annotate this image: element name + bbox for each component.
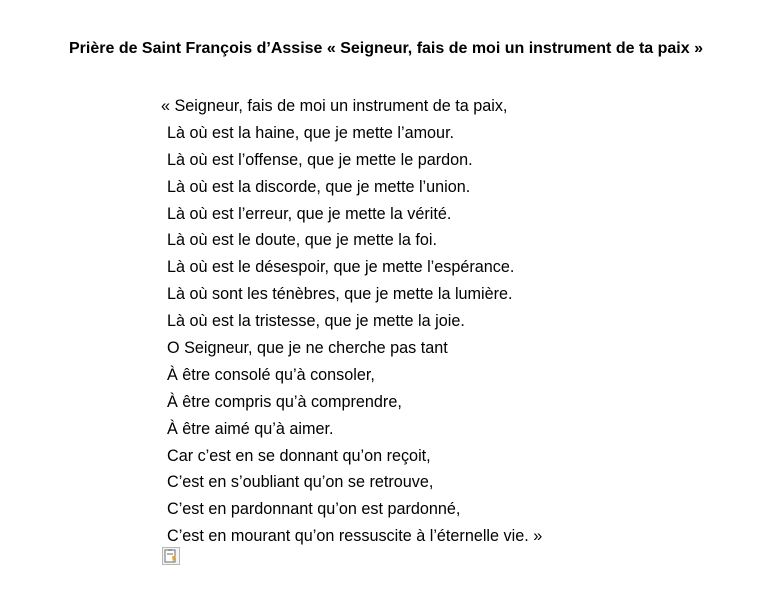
poem-line: Là où sont les ténèbres, que je mette la lumière.: [167, 285, 513, 304]
poem-line: « Seigneur, fais de moi un instrument de ta paix,: [161, 97, 508, 115]
poem-line: C’est en s’oubliant qu’on se retrouve,: [167, 473, 434, 492]
poem-line: Là où est le doute, que je mette la foi.: [167, 231, 437, 250]
poem-line: O Seigneur, que je ne cherche pas tant: [167, 339, 448, 358]
poem-line: Là où est le désespoir, que je mette l’espérance.: [167, 258, 515, 277]
paste-options-button[interactable]: [162, 547, 180, 565]
poem-line: Car c’est en se donnant qu’on reçoit,: [167, 446, 431, 465]
poem-line: Là où est l’offense, que je mette le pardon.: [167, 150, 473, 169]
paste-options-icon: [163, 548, 179, 564]
poem-line: Là où est l’erreur, que je mette la vérité.: [167, 204, 452, 223]
poem-line: Là où est la tristesse, que je mette la joie.: [167, 312, 465, 331]
poem-line: À être compris qu’à comprendre,: [167, 392, 402, 411]
page-title: Prière de Saint François d’Assise « Seigneur, fais de moi un instrument de ta paix »: [69, 40, 703, 57]
poem-line: Là où est la haine, que je mette l’amour.: [167, 123, 455, 142]
poem-line: C’est en pardonnant qu’on est pardonné,: [167, 500, 461, 519]
poem-body: [161, 93, 761, 550]
poem-line: Là où est la discorde, que je mette l’union.: [167, 177, 471, 196]
poem-line: À être aimé qu’à aimer.: [167, 419, 334, 438]
poem-line: C’est en mourant qu’on ressuscite à l’éternelle vie. »: [167, 527, 543, 546]
poem-line: À être consolé qu’à consoler,: [167, 365, 375, 384]
